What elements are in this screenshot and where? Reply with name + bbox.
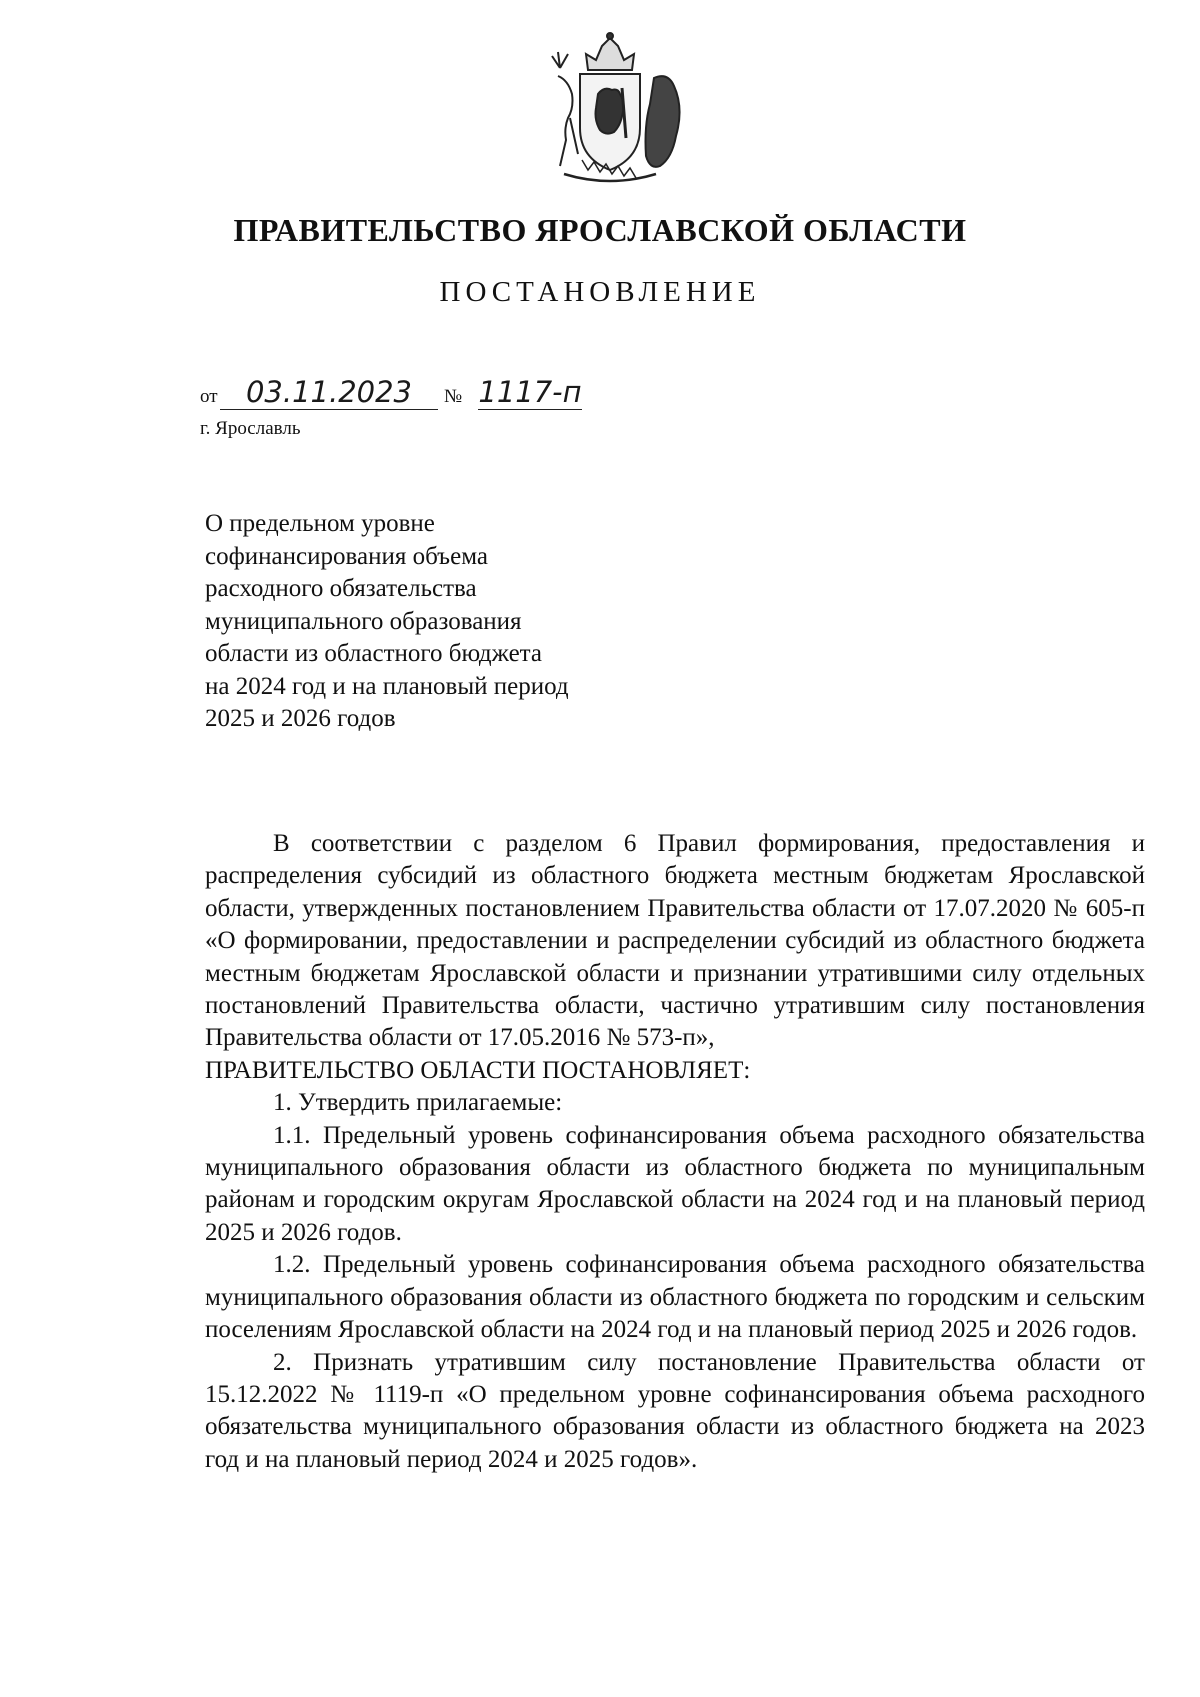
item-2: 2. Признать утратившим силу постановление Правительства области от 15.12.2022 № 1119-п «О предельном уровне софинансирования объема расходного обязательства муниципального образования области из областного бюджета на 2023 год и на плановый период 2024 и 2025 годов». — [205, 1348, 1145, 1473]
resolves-line: ПРАВИТЕЛЬСТВО ОБЛАСТИ ПОСТАНОВЛЯЕТ: — [205, 1056, 751, 1084]
subject-line: на 2024 год и на плановый период — [205, 672, 569, 700]
subject-line: расходного обязательства — [205, 575, 477, 602]
item-1: 1. Утвердить прилагаемые: — [273, 1089, 563, 1117]
document-type: ПОСТАНОВЛЕНИЕ — [439, 276, 761, 308]
number-prefix: № — [444, 386, 463, 407]
document-date: 03.11.2023 — [220, 375, 438, 410]
item-1-1: 1.1. Предельный уровень софинансирования объема расходного обязательства муниципального образования области из областного бюджета по муниципальным районам и городским округам Ярославской области на 2024 год и на плановый период 2025 и 2026 годов. — [205, 1121, 1145, 1246]
subject-line: 2025 и 2026 годов — [205, 705, 396, 732]
document-subject — [205, 508, 569, 736]
document-body — [205, 828, 1145, 1476]
item-1-2: 1.2. Предельный уровень софинансирования объема расходного обязательства муниципального образования области из областного бюджета по городским и сельским поселениям Ярославской области на 2024 год и на плановый период 2025 и 2026 годов. — [205, 1251, 1145, 1344]
subject-line: муниципального образования — [205, 607, 522, 635]
city: г. Ярославль — [200, 418, 301, 439]
subject-line: области из областного бюджета — [205, 640, 542, 667]
preamble-paragraph: В соответствии с разделом 6 Правил формирования, предоставления и распределения субсидий из областного бюджета местным бюджетам Ярославской области, утвержденных постановлением Правительства области от 17.07.2020 № 605-п «О формировании, предоставлении и распределении субсидий из областного бюджета местным бюджетам Ярославской области и признании утратившими силу отдельных постановлений Правительства области, частично утратившим силу постановления Правительства области от 17.05.2016 № 573-п», — [205, 830, 1145, 1052]
subject-line: софинансирования объема — [205, 542, 488, 570]
government-name: ПРАВИТЕЛЬСТВО ЯРОСЛАВСКОЙ ОБЛАСТИ — [233, 212, 967, 248]
document-number: 1117-п — [478, 375, 582, 409]
date-prefix: от — [200, 386, 218, 407]
coat-of-arms-icon — [530, 28, 690, 186]
subject-line: О предельном уровне — [205, 510, 435, 537]
